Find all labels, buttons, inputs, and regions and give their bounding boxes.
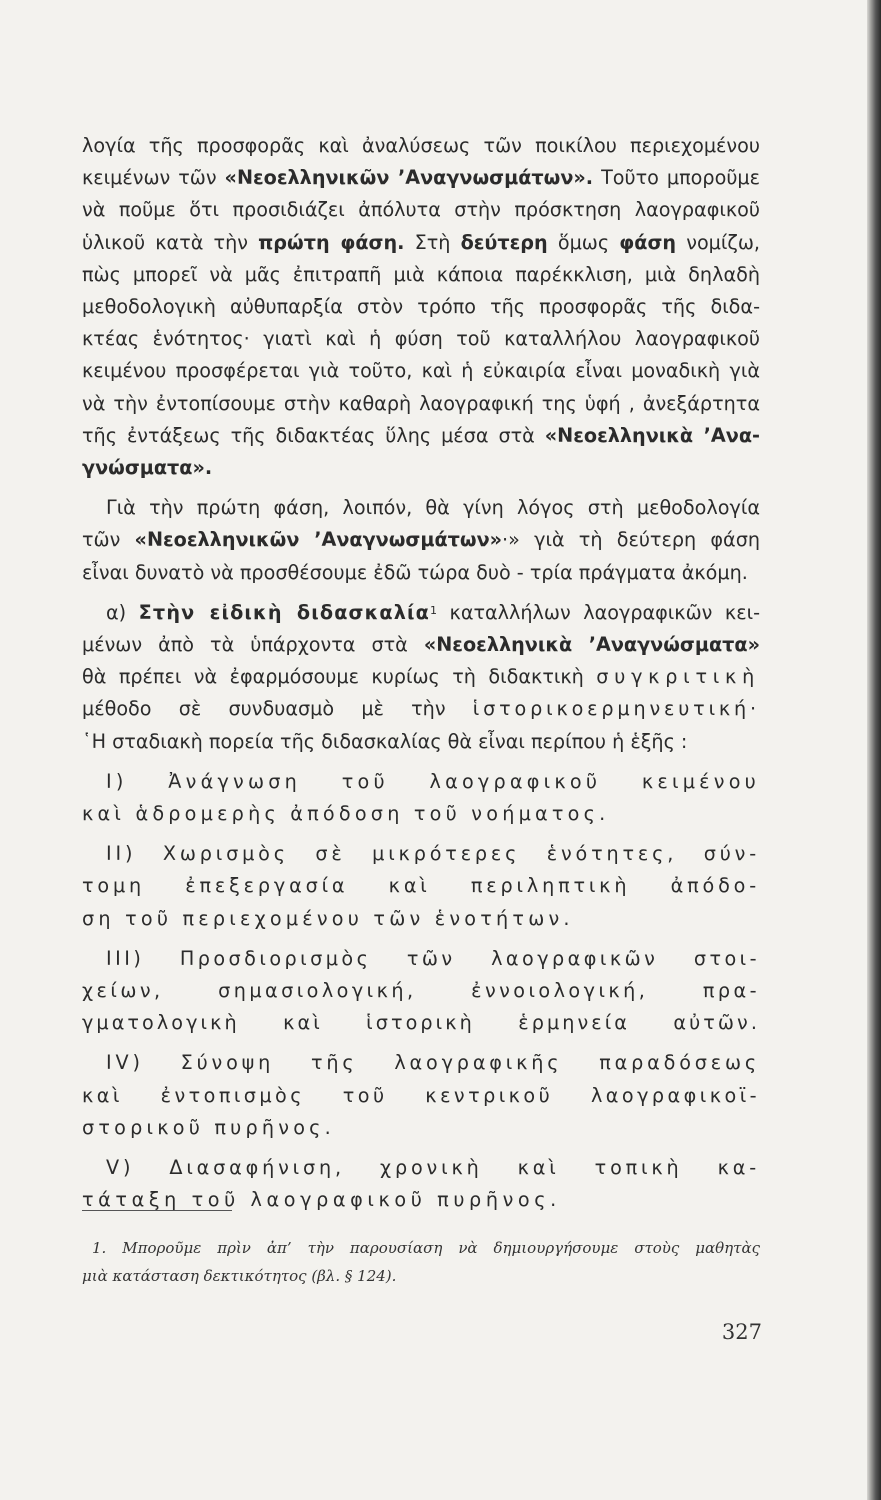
footnote-line: μιὰ κατάσταση δεκτικότητος (βλ. § 124).: [82, 1267, 397, 1285]
book-title: «Νεοελληνικὰ ’Ανα-: [544, 423, 760, 447]
text-span: ὅμως: [547, 230, 620, 254]
text-line: κειμένου προσφέρεται γιὰ τοῦτο, καὶ ἡ εὐκαιρία εἶναι μοναδικὴ γιὰ: [82, 359, 760, 383]
book-title: γνώσματα».: [82, 456, 213, 480]
emphasis-second: δεύτερη: [460, 230, 548, 254]
text-span: Στὴ: [404, 230, 461, 254]
text-span: α): [106, 600, 139, 624]
step-line: στορικοῦ πυρῆνος.: [82, 1115, 335, 1139]
book-title: «Νεοελληνικὰ ’Αναγνώσματα»: [423, 633, 760, 657]
page-edge: [867, 0, 881, 1500]
step-1: [82, 766, 760, 830]
spaced-term-historical: ἱστορικοερμηνευτική·: [472, 697, 760, 721]
paragraph-gap: [82, 830, 760, 838]
paragraph-3: [82, 597, 760, 758]
text-line: νὰ ποῦμε ὅτι προσιδιάζει ἀπόλυτα στὴν πρόσκτηση λαογραφικοῦ: [82, 198, 760, 222]
step-line: ση τοῦ περιεχομένου τῶν ἑνοτήτων.: [82, 906, 574, 930]
book-title: «Νεοελληνικῶν ’Αναγνωσμάτων»: [134, 528, 503, 552]
text-line: [82, 693, 760, 725]
text-span: τῶν: [82, 528, 135, 552]
text-span: κειμένων τῶν: [82, 166, 225, 190]
text-line: νὰ τὴν ἐντοπίσουμε στὴν καθαρὴ λαογραφική της ὑφή , ἀνεξάρτητα: [82, 391, 760, 415]
text-span: καταλλήλων λαογραφικῶν κει-: [437, 600, 761, 624]
footnote: [82, 1234, 760, 1290]
emphasis-first-phase: πρώτη φάση.: [258, 230, 405, 254]
page-number: 327: [721, 1320, 762, 1344]
text-span: νομίζω,: [676, 230, 760, 254]
text-span: μένων ἀπὸ τὰ ὑπάρχοντα στὰ: [82, 633, 424, 657]
text-line: [82, 420, 760, 452]
text-line: ῾Η σταδιακὴ πορεία τῆς διδασκαλίας θὰ εἶναι περίπου ἡ ἑξῆς :: [82, 729, 688, 753]
step-line: τομη ἐπεξεργασία καὶ περιληπτικὴ ἀπόδο-: [82, 874, 760, 898]
step-3: [82, 943, 760, 1040]
step-line: καὶ ἁδρομερὴς ἀπόδοση τοῦ νοήματος.: [82, 802, 610, 826]
paragraph-gap: [82, 758, 760, 766]
footnote-divider: [82, 1210, 232, 1211]
text-line: [82, 524, 760, 556]
step-line: ΙΙΙ) Προσδιορισμὸς τῶν λαογραφικῶν στοι-: [106, 946, 760, 970]
text-line: λογία τῆς προσφορᾶς καὶ ἀναλύσεως τῶν ποικίλου περιεχομένου: [82, 134, 760, 157]
text-span: τῆς ἐντάξεως τῆς διδακτέας ὕλης μέσα στὰ: [82, 423, 545, 447]
spaced-term-comparative: συγκριτικὴ: [596, 665, 760, 689]
paragraph-gap: [82, 1144, 760, 1152]
body-text: [82, 130, 760, 1217]
step-line: ΙV) Σύνοψη τῆς λαογραφικῆς παραδόσεως: [106, 1051, 760, 1075]
text-span: ·» γιὰ τὴ δεύτερη φάση: [502, 528, 761, 552]
text-line: κτέας ἑνότητος· γιατὶ καὶ ἡ φύση τοῦ καταλλήλου λαογραφικοῦ: [82, 327, 760, 351]
paragraph-2: [82, 492, 760, 589]
text-line: μεθοδολογικὴ αὐθυπαρξία στὸν τρόπο τῆς προσφορᾶς τῆς διδα-: [82, 295, 760, 319]
step-5: [82, 1152, 760, 1216]
text-span: μέθοδο σὲ συνδυασμὸ μὲ τὴν: [82, 697, 473, 721]
book-title: «Νεοελληνικῶν ’Αναγνωσμάτων».: [224, 166, 594, 190]
step-line: γματολογικὴ καὶ ἱστορικὴ ἑρμηνεία αὐτῶν.: [82, 1011, 760, 1035]
step-line: ΙΙ) Χωρισμὸς σὲ μικρότερες ἑνότητες, σύν-: [106, 842, 760, 866]
text-line: [82, 452, 760, 484]
text-line: εἶναι δυνατὸ νὰ προσθέσουμε ἐδῶ τώρα δυὸ - τρία πράγματα ἀκόμη.: [82, 560, 748, 584]
emphasis-special-teaching: Στὴν εἰδικὴ διδασκαλία: [138, 600, 430, 624]
text-line: Γιὰ τὴν πρώτη φάση, λοιπόν, θὰ γίνη λόγος στὴ μεθοδολογία: [106, 496, 760, 520]
text-span: Τοῦτο μποροῦμε: [593, 166, 760, 190]
paragraph-gap: [82, 484, 760, 492]
step-line: Ι) Ἀνάγνωση τοῦ λαογραφικοῦ κειμένου: [106, 769, 760, 793]
paragraph-gap: [82, 589, 760, 597]
text-span: θὰ πρέπει νὰ ἐφαρμόσουμε κυρίως τὴ διδακτικὴ: [82, 665, 597, 689]
step-line: χείων, σημασιολογική, ἐννοιολογική, πρα-: [82, 979, 760, 1003]
paragraph-gap: [82, 1039, 760, 1047]
text-line: [82, 597, 760, 629]
paragraph-1: [82, 130, 760, 484]
text-line: πὼς μπορεῖ νὰ μᾶς ἐπιτραπῆ μιὰ κάποια παρέκκλιση, μιὰ δηλαδὴ: [82, 262, 760, 286]
step-4: [82, 1047, 760, 1144]
step-line: V) Διασαφήνιση, χρονικὴ καὶ τοπικὴ κα-: [106, 1156, 760, 1180]
step-line: καὶ ἐντοπισμὸς τοῦ κεντρικοῦ λαογραφικοϊ-: [82, 1083, 760, 1107]
step-2: [82, 838, 760, 935]
text-span: ὑλικοῦ κατὰ τὴν: [82, 230, 259, 254]
text-line: [82, 227, 760, 259]
paragraph-gap: [82, 935, 760, 943]
text-line: [82, 629, 760, 661]
emphasis-phase: φάση: [619, 230, 677, 254]
text-line: [82, 162, 760, 194]
text-line: [82, 661, 760, 693]
step-line: τάταξη τοῦ λαογραφικοῦ πυρῆνος.: [82, 1188, 561, 1212]
footnote-line: 1. Μποροῦμε πρὶν ἀπ’ τὴν παρουσίαση νὰ δημιουργήσουμε στοὺς μαθητὰς: [92, 1239, 760, 1257]
footnote-marker: 1: [430, 603, 437, 617]
